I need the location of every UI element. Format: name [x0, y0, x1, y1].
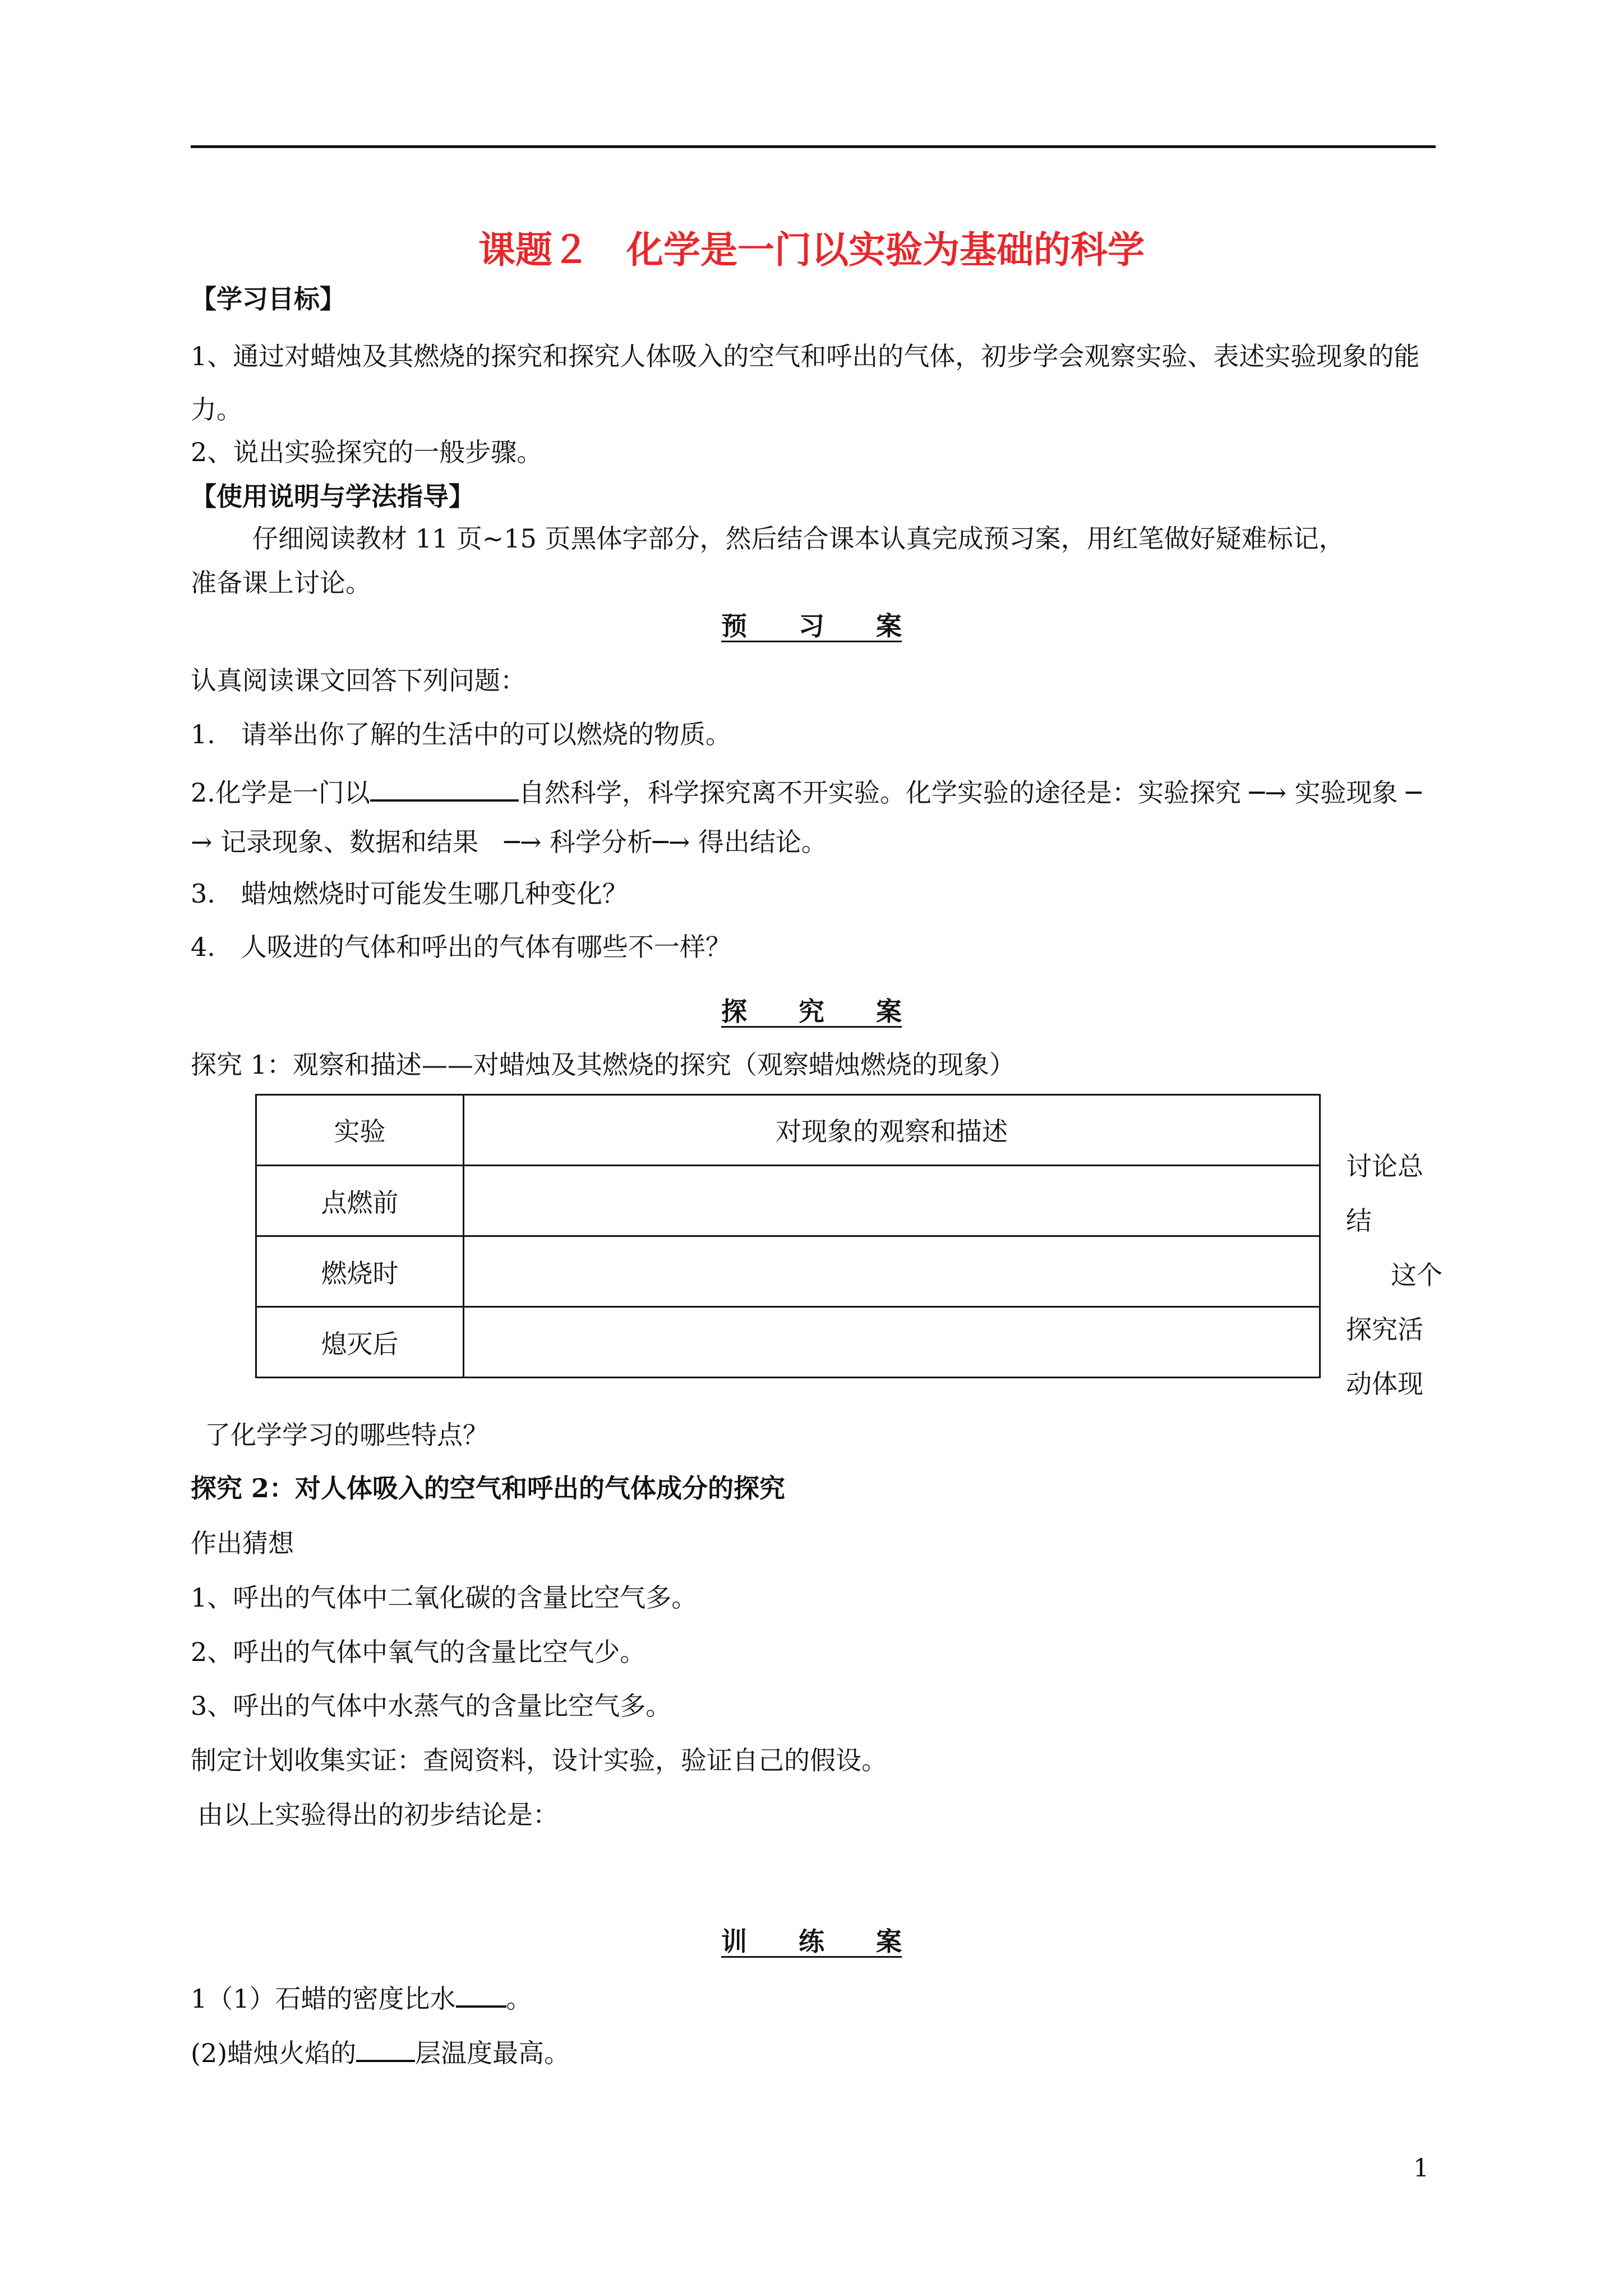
objective-1-line-1: 1、通过对蜡烛及其燃烧的探究和探究人体吸入的空气和呼出的气体，初步学会观察实验、表述实验现象的能 [191, 341, 1420, 371]
side-note-line: 探究活 [1346, 1314, 1423, 1345]
preview-question-2-rest: 自然科学，科学探究离不开实验。化学实验的途径是：实验探究 ─→ 实验现象 ─ [518, 777, 1422, 808]
training-question-1 [191, 1983, 532, 2012]
table-row [256, 1307, 1320, 1378]
conclusion-prompt: 由以上实验得出的初步结论是： [197, 1800, 559, 1830]
page-title: 课题２ 化学是一门以实验为基础的科学 [478, 228, 1145, 272]
preview-question-3: 3. 蜡烛燃烧时可能发生哪几种变化？ [191, 878, 628, 909]
explore-2-title: 探究 2：对人体吸入的空气和呼出的气体成分的探究 [191, 1473, 786, 1503]
explore-heading: 探 究 案 [721, 996, 902, 1027]
objectives-heading: 【学习目标】 [191, 284, 345, 314]
training-question-2-text: (2)蜡烛火焰的 [191, 2038, 357, 2068]
guess-2: 2、呼出的气体中氧气的含量比空气少。 [191, 1637, 646, 1667]
side-note-line: 讨论总 [1346, 1151, 1423, 1181]
answer-blank[interactable] [370, 777, 519, 802]
answer-blank[interactable] [356, 2037, 415, 2062]
table-header-cell: 对现象的观察和描述 [464, 1095, 1320, 1166]
side-note-line: 这个 [1391, 1260, 1442, 1290]
training-question-2 [191, 2037, 570, 2066]
answer-blank[interactable] [456, 1983, 506, 2008]
preview-question-2-cont: → 记录现象、数据和结果 ─→ 科学分析─→ 得出结论。 [191, 827, 827, 857]
table-row [256, 1236, 1320, 1307]
preview-heading: 预 习 案 [721, 611, 902, 641]
side-note-tail: 了化学学习的哪些特点？ [205, 1420, 488, 1450]
table-header-row [256, 1095, 1320, 1166]
training-question-1-end: 。 [506, 1984, 532, 2014]
table-row-label: 熄灭后 [256, 1307, 464, 1378]
table-answer-cell[interactable] [464, 1307, 1320, 1378]
preview-intro: 认真阅读课文回答下列问题： [191, 665, 526, 696]
training-heading: 训 练 案 [721, 1926, 902, 1957]
explore-1-title: 探究 1：观察和描述——对蜡烛及其燃烧的探究（观察蜡烛燃烧的现象） [191, 1050, 1015, 1080]
observation-table [255, 1094, 1321, 1378]
preview-question-2 [191, 777, 1422, 806]
objective-2: 2、说出实验探究的一般步骤。 [191, 437, 543, 467]
header-rule [191, 145, 1436, 148]
preview-question-2-start: 2.化学是一门以 [191, 777, 370, 808]
training-question-1-text: 1（1）石蜡的密度比水 [191, 1984, 456, 2014]
table-row-label: 点燃前 [256, 1166, 464, 1236]
side-note-line: 动体现 [1346, 1369, 1423, 1399]
page-number: 1 [1413, 2154, 1429, 2183]
plan-text: 制定计划收集实证：查阅资料，设计实验，验证自己的假设。 [191, 1745, 887, 1775]
guide-heading: 【使用说明与学法指导】 [191, 481, 474, 512]
table-answer-cell[interactable] [464, 1166, 1320, 1236]
table-header-cell: 实验 [256, 1095, 464, 1166]
guide-line-1: 仔细阅读教材 11 页~15 页黑体字部分，然后结合课本认真完成预习案，用红笔做好疑难标记， [252, 523, 1345, 554]
guess-1: 1、呼出的气体中二氧化碳的含量比空气多。 [191, 1582, 698, 1613]
guide-line-2: 准备课上讨论。 [191, 568, 371, 598]
preview-question-1: 1. 请举出你了解的生活中的可以燃烧的物质。 [191, 719, 731, 749]
objective-1-line-2: 力。 [191, 394, 242, 425]
table-row-label: 燃烧时 [256, 1236, 464, 1307]
guess-3: 3、呼出的气体中水蒸气的含量比空气多。 [191, 1691, 672, 1721]
guess-heading: 作出猜想 [191, 1528, 294, 1558]
training-question-2-end: 层温度最高。 [415, 2038, 570, 2068]
preview-question-4: 4. 人吸进的气体和呼出的气体有哪些不一样？ [191, 932, 731, 962]
side-note-line: 结 [1346, 1205, 1372, 1236]
table-row [256, 1166, 1320, 1236]
table-answer-cell[interactable] [464, 1236, 1320, 1307]
